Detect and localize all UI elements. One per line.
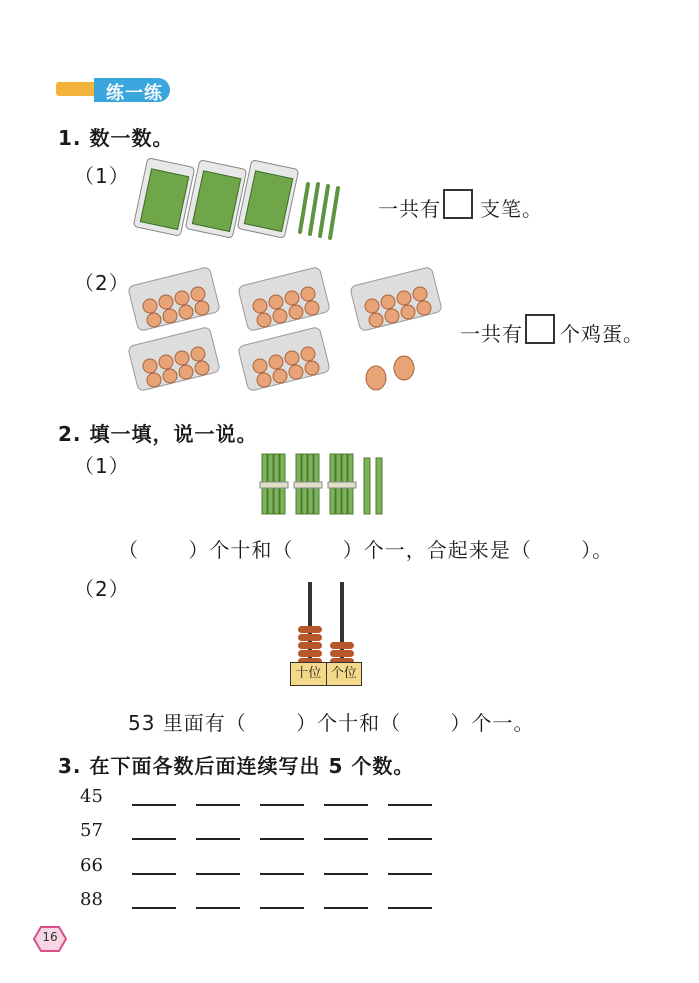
blank-line[interactable] xyxy=(196,804,240,806)
blank-line[interactable] xyxy=(132,873,176,875)
blank-line[interactable] xyxy=(324,838,368,840)
q1-2-text-before: 一共有 xyxy=(460,322,523,346)
pencil-pack-2 xyxy=(185,160,247,238)
q1-1-text-before: 一共有 xyxy=(378,197,441,221)
page-number: 16 xyxy=(42,930,58,944)
abacus-base xyxy=(290,662,362,686)
question-3-title: 3. 在下面各数后面连续写出 5 个数。 xyxy=(58,754,415,778)
egg-carton-1 xyxy=(128,267,220,332)
pencil-pack-3 xyxy=(237,160,299,238)
stick-bundle-1 xyxy=(260,454,288,514)
q3-row-2 xyxy=(80,820,440,844)
stick-bundle-2 xyxy=(294,454,322,514)
q3-number: 57 xyxy=(80,820,103,841)
banner-text: 练一练 xyxy=(106,83,163,104)
answer-box-pencils[interactable] xyxy=(443,189,473,219)
blank-line[interactable] xyxy=(196,907,240,909)
loose-pencils xyxy=(300,184,338,238)
q1-1-text-after: 支笔。 xyxy=(480,197,543,221)
egg-cartons-illustration xyxy=(128,266,448,396)
blank-line[interactable] xyxy=(388,838,432,840)
blank-line[interactable] xyxy=(260,838,304,840)
loose-sticks xyxy=(364,458,382,514)
q3-number: 45 xyxy=(80,786,103,807)
egg-carton-4 xyxy=(128,327,220,392)
egg-carton-5 xyxy=(238,327,331,392)
q2-2-sentence: 53 里面有（ ）个十和（ ）个一。 xyxy=(128,711,535,735)
page-number-badge xyxy=(28,924,72,954)
blank-line[interactable] xyxy=(324,873,368,875)
q3-row-1 xyxy=(80,786,440,810)
egg-carton-2 xyxy=(238,267,331,332)
blank-line[interactable] xyxy=(260,907,304,909)
stick-bundles-illustration xyxy=(258,452,388,516)
abacus xyxy=(290,582,362,686)
egg-carton-3 xyxy=(350,267,443,332)
question-1-1-label: （1） xyxy=(74,164,130,188)
answer-box-eggs[interactable] xyxy=(525,314,555,344)
blank-line[interactable] xyxy=(260,873,304,875)
question-2-title: 2. 填一填，说一说。 xyxy=(58,422,258,446)
blank-line[interactable] xyxy=(324,907,368,909)
blank-line[interactable] xyxy=(324,804,368,806)
pencil-packs-illustration xyxy=(130,156,345,241)
question-2-2-label: （2） xyxy=(74,577,130,601)
question-1-2-label: （2） xyxy=(74,271,130,295)
blank-line[interactable] xyxy=(132,804,176,806)
q3-number: 66 xyxy=(80,855,103,876)
question-2-1-label: （1） xyxy=(74,454,130,478)
abacus-label-tens: 十位 xyxy=(291,663,327,685)
blank-line[interactable] xyxy=(196,838,240,840)
blank-line[interactable] xyxy=(132,838,176,840)
q2-1-sentence: （ ）个十和（ ）个一，合起来是（ ）。 xyxy=(118,538,614,562)
abacus-label-ones: 个位 xyxy=(330,666,357,681)
q3-row-3 xyxy=(80,855,440,879)
pencil-pack-1 xyxy=(133,158,195,236)
q3-number: 88 xyxy=(80,889,103,910)
blank-line[interactable] xyxy=(388,907,432,909)
q1-2-text-after: 个鸡蛋。 xyxy=(560,322,644,346)
q3-row-4 xyxy=(80,889,440,913)
blank-line[interactable] xyxy=(388,804,432,806)
section-banner xyxy=(56,78,170,102)
blank-line[interactable] xyxy=(388,873,432,875)
blank-line[interactable] xyxy=(132,907,176,909)
blank-line[interactable] xyxy=(196,873,240,875)
blank-line[interactable] xyxy=(260,804,304,806)
loose-eggs xyxy=(366,356,414,390)
tens-beads xyxy=(298,626,322,665)
stick-bundle-3 xyxy=(328,454,356,514)
question-1-title: 1. 数一数。 xyxy=(58,126,174,150)
